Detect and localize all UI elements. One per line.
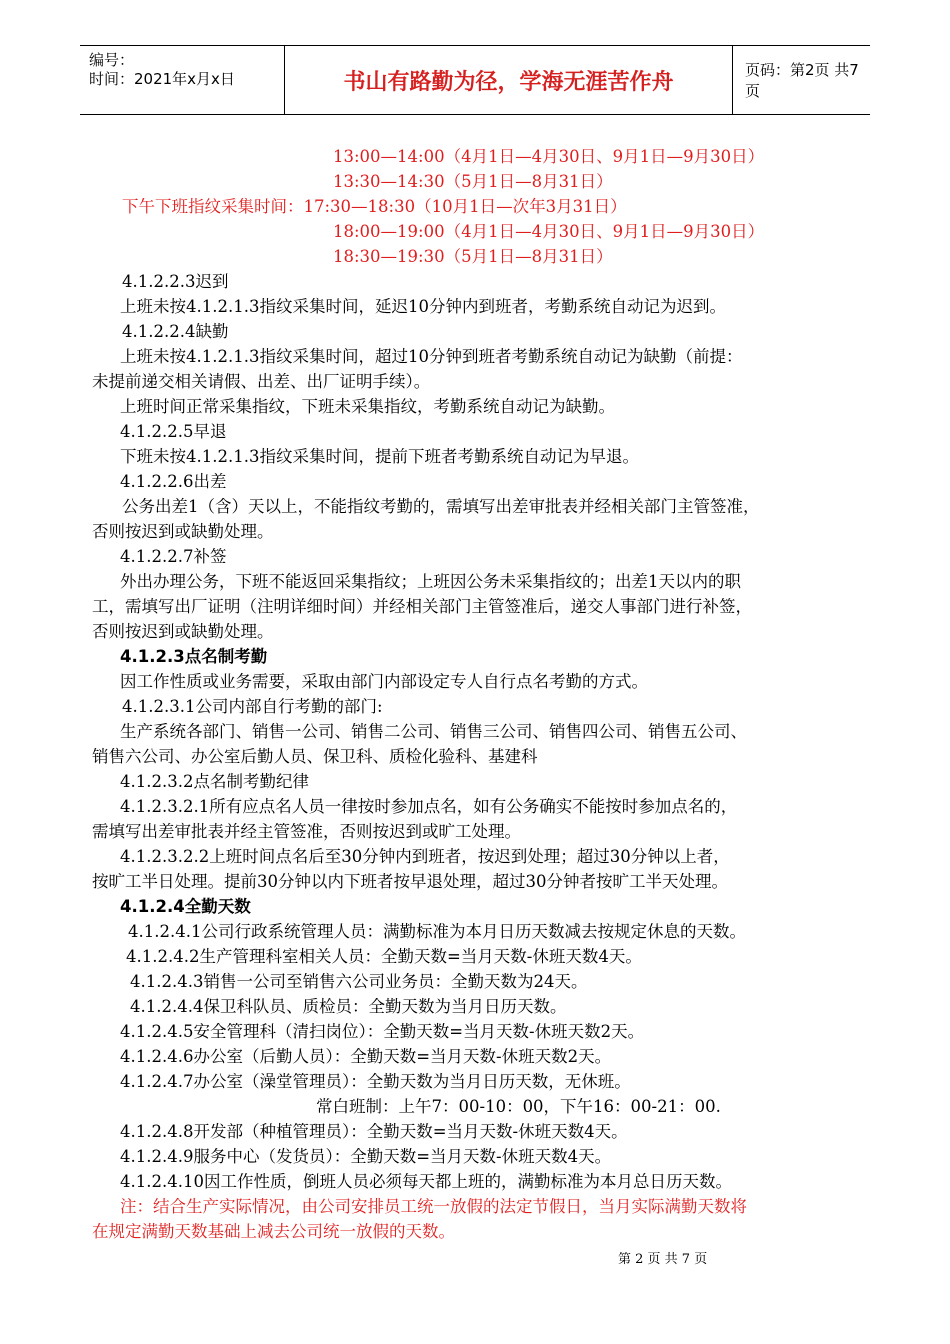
- note-line: 注：结合生产实际情况，由公司安排员工统一放假的法定节假日，当月实际满勤天数将: [120, 1197, 747, 1216]
- paragraph-line: 常白班制：上午7：00-10：00，下午16：00-21：00.: [316, 1097, 721, 1116]
- note-line: 在规定满勤天数基础上减去公司统一放假的天数。: [92, 1222, 455, 1241]
- subsection-heading: 4.1.2.3.1公司内部自行考勤的部门:: [122, 697, 383, 716]
- paragraph-line: 生产系统各部门、销售一公司、销售二公司、销售三公司、销售四公司、销售五公司、: [120, 722, 747, 741]
- paragraph-line: 4.1.2.4.2生产管理科室相关人员：全勤天数=当月天数-休班天数4天。: [126, 947, 642, 966]
- paragraph-line: 按旷工半日处理。提前30分钟以内下班者按早退处理，超过30分钟者按旷工半天处理。: [92, 872, 728, 891]
- paragraph-line: 上班未按4.1.2.1.3指纹采集时间，超过10分钟到班者考勤系统自动记为缺勤（前提：: [120, 347, 743, 366]
- paragraph-line: 销售六公司、办公室后勤人员、保卫科、质检化验科、基建科: [92, 747, 538, 766]
- paragraph-line: 4.1.2.3.2.2上班时间点名后至30分钟内到班者，按迟到处理；超过30分钟以上者，: [120, 847, 730, 866]
- section-absence-heading: 4.1.2.2.4缺勤: [122, 322, 229, 341]
- paragraph-line: 4.1.2.4.1公司行政系统管理人员：满勤标准为本月日历天数减去按规定休息的天数。: [128, 922, 746, 941]
- paragraph-line: 外出办理公务，下班不能返回采集指纹；上班因公务未采集指纹的；出差1天以内的职: [120, 572, 741, 591]
- document-number-label: 编号：: [89, 51, 135, 69]
- section-late-heading: 4.1.2.2.3迟到: [122, 272, 229, 291]
- document-time-label: 时间：2021年x月x日: [89, 70, 235, 88]
- afternoon-time-range-2: 18:00—19:00（4月1日—4月30日、9月1日—9月30日）: [333, 222, 765, 241]
- paragraph-line: 否则按迟到或缺勤处理。: [92, 622, 274, 641]
- paragraph-line: 4.1.2.4.10因工作性质，倒班人员必须每天都上班的，满勤标准为本月总日历天数。: [120, 1172, 732, 1191]
- afternoon-checkout-time: 下午下班指纹采集时间：17:30—18:30（10月1日—次年3月31日）: [122, 197, 627, 216]
- paragraph-line: 4.1.2.4.9服务中心（发货员）：全勤天数=当月天数-休班天数4天。: [120, 1147, 612, 1166]
- header-motto: 书山有路勤为径，学海无涯苦作舟: [285, 46, 733, 114]
- paragraph-line: 上班时间正常采集指纹，下班未采集指纹，考勤系统自动记为缺勤。: [120, 397, 615, 416]
- paragraph-line: 下班未按4.1.2.1.3指纹采集时间，提前下班者考勤系统自动记为早退。: [120, 447, 639, 466]
- section-resign-heading: 4.1.2.2.7补签: [120, 547, 227, 566]
- paragraph-line: 否则按迟到或缺勤处理。: [92, 522, 274, 541]
- paragraph-line: 公务出差1（含）天以上，不能指纹考勤的，需填写出差审批表并经相关部门主管签准，: [122, 497, 760, 516]
- paragraph-line: 未提前递交相关请假、出差、出厂证明手续）。: [92, 372, 431, 391]
- afternoon-time-range-3: 18:30—19:30（5月1日—8月31日）: [333, 247, 613, 266]
- header-page-number: 页码：第2页 共7页: [745, 61, 859, 100]
- page-footer: 第 2 页 共 7 页: [618, 1252, 708, 1267]
- paragraph-line: 4.1.2.4.5安全管理科（清扫岗位）：全勤天数=当月天数-休班天数2天。: [120, 1022, 645, 1041]
- paragraph-line: 4.1.2.4.7办公室（澡堂管理员）：全勤天数为当月日历天数，无休班。: [120, 1072, 631, 1091]
- section-full-attendance-heading: 4.1.2.4全勤天数: [120, 897, 251, 916]
- paragraph-line: 4.1.2.4.8开发部（种植管理员）：全勤天数=当月天数-休班天数4天。: [120, 1122, 628, 1141]
- noon-time-range-2: 13:30—14:30（5月1日—8月31日）: [333, 172, 613, 191]
- paragraph-line: 4.1.2.4.6办公室（后勤人员）：全勤天数=当月天数-休班天数2天。: [120, 1047, 612, 1066]
- paragraph-line: 上班未按4.1.2.1.3指纹采集时间，延迟10分钟内到班者，考勤系统自动记为迟到。: [120, 297, 726, 316]
- paragraph-line: 4.1.2.4.4保卫科队员、质检员：全勤天数为当月日历天数。: [130, 997, 567, 1016]
- paragraph-line: 需填写出差审批表并经主管签准，否则按迟到或旷工处理。: [92, 822, 521, 841]
- section-early-leave-heading: 4.1.2.2.5早退: [120, 422, 227, 441]
- header-meta: [80, 46, 285, 114]
- section-business-trip-heading: 4.1.2.2.6出差: [120, 472, 227, 491]
- paragraph-line: 因工作性质或业务需要，采取由部门内部设定专人自行点名考勤的方式。: [120, 672, 648, 691]
- section-roll-call-heading: 4.1.2.3点名制考勤: [120, 647, 268, 666]
- paragraph-line: 工，需填写出厂证明（注明详细时间）并经相关部门主管签准后，递交人事部门进行补签，: [92, 597, 752, 616]
- paragraph-line: 4.1.2.3.2.1所有应点名人员一律按时参加点名，如有公务确实不能按时参加点名的，: [120, 797, 738, 816]
- noon-time-range-1: 13:00—14:00（4月1日—4月30日、9月1日—9月30日）: [333, 147, 765, 166]
- subsection-heading: 4.1.2.3.2点名制考勤纪律: [120, 772, 309, 791]
- paragraph-line: 4.1.2.4.3销售一公司至销售六公司业务员：全勤天数为24天。: [130, 972, 588, 991]
- page-header: [80, 45, 870, 115]
